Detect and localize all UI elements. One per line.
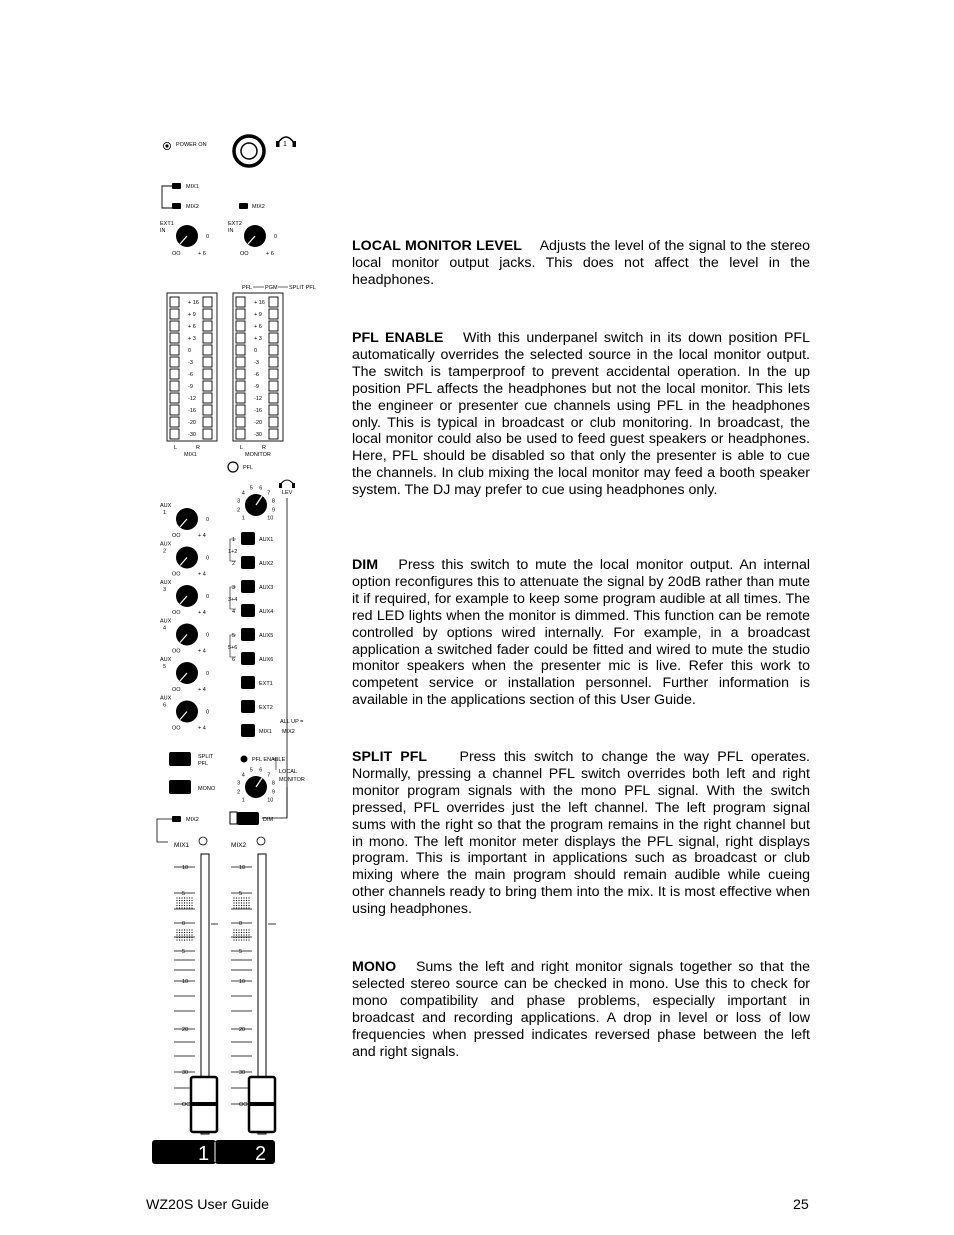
aux-pair-mark: 6 <box>232 657 236 663</box>
meter-monitor-led-left <box>236 417 245 427</box>
aux-pair-mark: 2 <box>232 561 236 567</box>
meter-monitor-label: MONITOR <box>245 452 271 458</box>
dim-button[interactable] <box>237 812 259 825</box>
dim-label: DIM <box>263 817 274 823</box>
fader-mix2-scale-label: 10 <box>239 979 246 985</box>
ext1-mix1-label: MIX1 <box>186 184 199 190</box>
aux-pair-mark: 3 <box>232 585 236 591</box>
meter-pgm-label: PGM <box>265 285 278 291</box>
aux-knob-max: + 4 <box>198 610 206 616</box>
aux-knob-min: OO <box>172 725 181 732</box>
section-mono <box>352 959 810 1060</box>
section-body: Press this switch to mute the local monitor output. An internal option reconfigures this to attenuate the signal by 20dB rather than mute it if required, for example to keep some program audible at all times. The red LED lights when the monitor is dimmed. This function can be remote controlled by options wired internally. For example, in a broadcast application a switched fader could be fitted and wired to mute the studio monitor speakers when the presenter mic is live. Refer this work to competent service or installation personnel. Further information is available in the applications section of this User Guide. <box>352 557 810 709</box>
fader-mix2-scale-label: 5 <box>239 891 243 897</box>
section-heading: PFL ENABLE <box>352 330 444 346</box>
monitor-source-button-aux6[interactable] <box>241 652 255 665</box>
monitor-source-label: AUX4 <box>259 609 274 615</box>
ext2-label: EXT2 <box>228 221 242 227</box>
ext1-label: EXT1 <box>160 221 174 227</box>
meter-monitor-led-left <box>236 429 245 439</box>
meter-monitor-scale-label: -12 <box>254 396 262 402</box>
monitor-source-label: AUX3 <box>259 585 274 591</box>
meter-monitor-led-left <box>236 345 245 355</box>
split-pfl-label-1: SPLIT <box>198 754 214 760</box>
meter-mix1-led-left <box>170 393 179 403</box>
fader-mix1-scale-label: 10 <box>182 865 189 871</box>
rotary-scale-number: 2 <box>237 789 241 796</box>
meter-mix1-scale-label: -30 <box>188 432 196 438</box>
fader-mix2[interactable] <box>249 854 275 1134</box>
rotary-scale-number: 6 <box>259 485 263 492</box>
aux-knob-max: + 4 <box>198 648 206 655</box>
dim-led <box>230 812 237 824</box>
aux-number-label: 4 <box>163 625 167 632</box>
meter-mix1-led-left <box>170 297 179 307</box>
meter-mix1-scale-label: 0 <box>188 348 192 354</box>
ext2-in-label: IN <box>228 228 234 234</box>
aux-knob-min: OO <box>172 610 181 616</box>
aux-name-label: AUX <box>160 503 172 509</box>
section-body: Adjusts the level of the signal to the stereo local monitor output jacks. This does not affect the level in the headphones. <box>352 238 810 288</box>
mono-button[interactable] <box>169 780 191 794</box>
rotary-scale-number: 6 <box>259 767 263 774</box>
section-local-monitor-level <box>352 238 810 289</box>
monitor-source-label: MIX1 <box>259 729 272 735</box>
fader-mix1-scale-label: 10 <box>182 979 189 985</box>
monitor-source-button-mix1[interactable] <box>241 724 255 737</box>
meter-monitor-scale-label: -30 <box>254 432 262 438</box>
meter-monitor-scale-label: -3 <box>254 360 259 366</box>
meter-mix1-led-left <box>170 357 179 367</box>
aux-pair-mark: 4 <box>232 609 236 615</box>
aux-knob-zero: 0 <box>206 555 210 562</box>
aux-knob-zero: 0 <box>206 671 210 677</box>
monitor-source-button-aux5[interactable] <box>241 628 255 641</box>
rotary-scale-number: 7 <box>267 490 271 497</box>
meter-mix1-led-right <box>203 309 212 319</box>
meter-monitor-led-right <box>269 309 278 319</box>
meter-mix1-led-right <box>203 417 212 427</box>
fader-mix1-label: MIX1 <box>174 842 190 849</box>
rotary-scale-number: 8 <box>271 498 275 505</box>
rotary-scale-number: 9 <box>271 789 275 796</box>
meter-monitor-scale-label: + 16 <box>254 300 265 306</box>
rotary-scale-number: 5 <box>249 767 253 774</box>
section-body: Sums the left and right monitor signals together so that the selected stereo source can be checked in mono. Use this to check for mono compatibility and phase problems, especially important in broadcast and recording applications. A drop in level or loss of low frequencies when pressed indicates reversed phase between the left and right signals. <box>352 959 810 1060</box>
meter-monitor-led-left <box>236 405 245 415</box>
meter-monitor-led-left <box>236 381 245 391</box>
meter-monitor-led-left <box>236 333 245 343</box>
pfl-enable-label: PFL ENABLE <box>252 757 286 763</box>
monitor-source-label: AUX2 <box>259 561 274 567</box>
aux-name-label: AUX <box>160 541 172 548</box>
fader-mix2-led <box>257 837 265 845</box>
fader-mix1[interactable] <box>191 854 217 1134</box>
ext1-mix1-button[interactable] <box>172 183 181 189</box>
aux-knob-max: + 4 <box>198 533 206 539</box>
ext1-knob-max: + 6 <box>198 251 206 257</box>
meter-monitor-led-right <box>269 405 278 415</box>
section-body: With this underpanel switch in its down position PFL automatically overrides the selected source in the local monitor output. The switch is tamperproof to prevent accidental operation. In the up position PFL affects the headphones but not the local monitor. This lets the engineer or presenter cue channels using PFL in the headphones only. This is typical in broadcast or club monitoring. In broadcast, the local monitor could also be used to feed guest speakers or headphones. Here, PFL should be disabled so that only the presenter is able to cue the channels. In club mixing the local monitor may feed a booth speaker system. The DJ may prefer to cue using headphones only. <box>352 330 810 499</box>
fader-mix2-scale-label: 10 <box>239 865 246 871</box>
meter-mix1-led-left <box>170 345 179 355</box>
aux-knob-max: + 4 <box>198 687 206 693</box>
meter-mix1-led-left <box>170 429 179 439</box>
meter-mix1-label: MIX1 <box>184 452 197 458</box>
aux-name-label: AUX <box>160 657 172 663</box>
fader-mix2-scale-label: 0 <box>239 921 243 927</box>
channel-1-number: 1 <box>198 1143 210 1165</box>
meter-mix1-led-left <box>170 417 179 427</box>
section-split-pfl <box>352 749 810 918</box>
rotary-scale-number: 8 <box>271 780 275 787</box>
meter-mix1-led-right <box>203 369 212 379</box>
meter-mix1-led-left <box>170 321 179 331</box>
monitor-source-button-aux1[interactable] <box>241 532 255 545</box>
aux-5-send-knob[interactable] <box>176 662 198 684</box>
rotary-scale-number: 2 <box>237 507 241 514</box>
aux-2-send-knob[interactable] <box>176 547 198 569</box>
ext2-level-knob[interactable] <box>244 225 266 247</box>
meter-mix1-scale-label: + 3 <box>188 336 196 342</box>
fader-mix1-led <box>199 837 207 845</box>
meter-monitor-led-right <box>269 429 278 439</box>
meter-mix1-led-right <box>203 393 212 403</box>
aux-pair-sum-label: 5+6 <box>228 645 238 651</box>
monitor-label: MONITOR <box>279 777 305 783</box>
footer-page-number: 25 <box>793 1197 809 1213</box>
aux-6-send-knob[interactable] <box>176 701 198 723</box>
meter-monitor-r: R <box>262 445 266 451</box>
meter-mix1-led-right <box>203 429 212 439</box>
meter-mix1-led-left <box>170 381 179 391</box>
meter-monitor-led-right <box>269 369 278 379</box>
meter-monitor-scale-label: -16 <box>254 408 262 414</box>
meter-monitor-led-left <box>236 369 245 379</box>
meter-mix1-scale-label: -12 <box>188 396 196 402</box>
monitor-source-label: AUX6 <box>259 657 274 663</box>
meter-mix1-scale-label: -9 <box>188 384 193 390</box>
local-monitor-lev-knob[interactable] <box>245 494 267 516</box>
local-monitor-knob[interactable] <box>245 776 267 798</box>
monitor-source-label: EXT2 <box>259 705 273 711</box>
fader-mix2-scale-label: 30 <box>239 1070 246 1076</box>
meter-monitor-scale-label: + 9 <box>254 312 262 318</box>
ext1-mix2-label: MIX2 <box>186 204 199 210</box>
meter-mix1-scale-label: + 16 <box>188 300 199 306</box>
meter-mix1-scale-label: + 9 <box>188 312 196 318</box>
fader-mix2-scale-label: 20 <box>239 1027 246 1033</box>
monitor-source-button-aux4[interactable] <box>241 604 255 617</box>
pfl-enable-switch[interactable] <box>241 756 248 763</box>
meter-monitor-led-right <box>269 393 278 403</box>
fader-mix1-scale-label: 0 <box>182 921 186 927</box>
fader-mix2-label: MIX2 <box>231 842 247 849</box>
ext2-knob-min: OO <box>240 251 249 257</box>
pfl-button-label: PFL <box>243 465 254 471</box>
mono-label: MONO <box>198 786 216 792</box>
monitor-source-button-ext2[interactable] <box>241 700 255 713</box>
headphone-number: 1 <box>283 141 287 148</box>
aux-pair-sum-label: 3+4 <box>228 597 238 603</box>
meter-mix1-r: R <box>196 445 200 451</box>
section-heading: SPLIT PFL <box>352 749 428 765</box>
monitor-source-label: AUX1 <box>259 537 274 543</box>
rotary-scale-number: 1 <box>241 797 245 804</box>
aux-number-label: 2 <box>163 548 167 555</box>
power-on-label: POWER ON <box>176 142 207 148</box>
ext2-knob-zero: 0 <box>274 234 278 240</box>
section-pfl-enable <box>352 330 810 499</box>
meter-mix1-led-right <box>203 333 212 343</box>
meter-mix1 <box>167 293 217 441</box>
mixer-panel-diagram <box>0 0 330 1180</box>
ext2-knob-max: + 6 <box>266 251 274 257</box>
fader-mix1-scale-label: OO <box>182 1102 191 1108</box>
monitor-source-label: EXT1 <box>259 681 273 687</box>
local-label: LOCAL <box>279 769 298 775</box>
rotary-scale-number: 4 <box>241 772 245 779</box>
aux-knob-max: + 4 <box>198 725 206 732</box>
rotary-scale-number: 10 <box>267 515 274 522</box>
rotary-scale-number: 3 <box>237 780 241 787</box>
aux-4-send-knob[interactable] <box>176 624 198 646</box>
aux-knob-min: OO <box>172 533 181 539</box>
meter-monitor-scale-label: + 6 <box>254 324 262 330</box>
meter-monitor-scale-label: + 3 <box>254 336 262 342</box>
rotary-scale-number: 9 <box>271 507 275 514</box>
footer-guide-title: WZ20S User Guide <box>146 1197 269 1213</box>
meter-pfl-label: PFL <box>242 285 253 291</box>
meter-monitor-led-left <box>236 309 245 319</box>
meter-mix1-led-left <box>170 405 179 415</box>
aux-knob-min: OO <box>172 687 181 693</box>
meter-monitor-led-right <box>269 357 278 367</box>
aux-knob-zero: 0 <box>206 709 210 716</box>
all-up-mix-label: MIX2 <box>282 729 295 735</box>
aux-number-label: 1 <box>163 510 167 516</box>
aux-name-label: AUX <box>160 580 172 586</box>
meter-mix1-l: L <box>174 445 178 451</box>
fader-mix1-scale-label: 5 <box>182 891 186 897</box>
aux-pair-mark: 1 <box>232 537 236 543</box>
ext1-mix2-button[interactable] <box>172 203 181 209</box>
meter-mix1-led-right <box>203 345 212 355</box>
fader-mix1-scale-label: 30 <box>182 1070 189 1076</box>
rotary-scale-number: 5 <box>249 485 253 492</box>
meter-monitor-led-right <box>269 333 278 343</box>
meter-monitor-led-right <box>269 381 278 391</box>
meter-monitor-led-right <box>269 345 278 355</box>
headphone-jack[interactable] <box>234 136 264 166</box>
meter-monitor-led-right <box>269 321 278 331</box>
ext1-knob-zero: 0 <box>206 234 210 240</box>
ext2-mix2-label: MIX2 <box>252 204 265 210</box>
monitor-source-button-ext1[interactable] <box>241 676 255 689</box>
aux-knob-min: OO <box>172 571 181 578</box>
rotary-scale-number: 3 <box>237 498 241 505</box>
meter-monitor-led-right <box>269 297 278 307</box>
meter-mix1-scale-label: -3 <box>188 360 193 366</box>
meter-monitor-scale-label: -9 <box>254 384 259 390</box>
meter-mix1-led-right <box>203 297 212 307</box>
meter-monitor-scale-label: -6 <box>254 372 259 378</box>
aux-name-label: AUX <box>160 618 172 625</box>
meter-mix1-scale-label: -6 <box>188 372 193 378</box>
meter-monitor-l: L <box>240 445 244 451</box>
ext1-in-label: IN <box>160 228 166 234</box>
aux-knob-zero: 0 <box>206 632 210 639</box>
meter-mix1-led-left <box>170 309 179 319</box>
meter-mix1-scale-label: -20 <box>188 420 196 426</box>
meter-mix1-led-right <box>203 321 212 331</box>
power-led <box>163 142 170 149</box>
meter-split-pfl-label: SPLIT PFL <box>289 285 316 291</box>
aux-pair-sum-label: 1+2 <box>228 549 238 555</box>
meter-monitor-scale-label: -20 <box>254 420 262 426</box>
rotary-scale-number: 1 <box>241 515 245 522</box>
mix2-assign-button[interactable] <box>172 816 181 822</box>
monitor-source-label: AUX5 <box>259 633 274 639</box>
meter-mix1-led-right <box>203 357 212 367</box>
aux-number-label: 5 <box>163 664 167 670</box>
section-body: Press this switch to change the way PFL operates. Normally, pressing a channel PFL switch overrides both left and right monitor program signals with the mono PFL signal. With the switch pressed, PFL overrides just the left channel. The left program signal sums with the right so that the program remains in the right channel but in mono. The left monitor meter displays the PFL signal, right displays program. This is important in applications such as broadcast or club mixing where the main program should remain audible while cueing other channels ready to bring them into the mix. It is most effective when using headphones. <box>352 749 810 918</box>
meter-monitor-led-left <box>236 321 245 331</box>
fader-mix1-scale-label: 5 <box>182 949 186 955</box>
channel-2-number: 2 <box>255 1143 267 1165</box>
aux-knob-min: OO <box>172 648 181 655</box>
meter-monitor-led-left <box>236 357 245 367</box>
all-up-label: ALL UP = <box>280 719 304 725</box>
meter-monitor <box>233 293 283 441</box>
fader-mix1-scale-label: 20 <box>182 1027 189 1033</box>
split-pfl-label-2: PFL <box>198 761 209 767</box>
rotary-scale-number: 7 <box>267 772 271 779</box>
pfl-indicator[interactable] <box>228 462 238 472</box>
aux-number-label: 6 <box>163 702 167 709</box>
aux-pair-mark: 5 <box>232 633 236 639</box>
ext2-mix2-button[interactable] <box>239 203 248 209</box>
meter-mix1-led-left <box>170 369 179 379</box>
aux-knob-max: + 4 <box>198 571 206 578</box>
aux-name-label: AUX <box>160 695 172 702</box>
meter-monitor-led-left <box>236 393 245 403</box>
lev-headphones-icon <box>279 480 295 488</box>
section-heading: MONO <box>352 959 397 975</box>
meter-mix1-led-left <box>170 333 179 343</box>
rotary-scale-number: 4 <box>241 490 245 497</box>
lev-label: LEV <box>282 490 293 496</box>
fader-mix2-scale-label: 5 <box>239 949 243 955</box>
aux-knob-zero: 0 <box>206 517 210 523</box>
mix2-assign-label: MIX2 <box>186 817 199 823</box>
fader-mix2-scale-label: OO <box>239 1102 248 1108</box>
aux-knob-zero: 0 <box>206 594 210 600</box>
section-heading: LOCAL MONITOR LEVEL <box>352 238 522 254</box>
meter-monitor-scale-label: 0 <box>254 348 258 354</box>
aux-number-label: 3 <box>163 587 167 593</box>
ext1-level-knob[interactable] <box>176 225 198 247</box>
meter-mix1-led-right <box>203 405 212 415</box>
meter-monitor-led-right <box>269 417 278 427</box>
section-dim <box>352 557 810 709</box>
monitor-source-button-aux2[interactable] <box>241 556 255 569</box>
monitor-source-button-aux3[interactable] <box>241 580 255 593</box>
ext1-knob-min: OO <box>172 251 181 257</box>
meter-mix1-scale-label: -16 <box>188 408 196 414</box>
meter-monitor-led-left <box>236 297 245 307</box>
section-heading: DIM <box>352 557 379 573</box>
split-pfl-button[interactable] <box>169 752 191 766</box>
aux-1-send-knob[interactable] <box>176 508 198 530</box>
meter-mix1-scale-label: + 6 <box>188 324 196 330</box>
aux-3-send-knob[interactable] <box>176 585 198 607</box>
rotary-scale-number: 10 <box>267 797 274 804</box>
meter-mix1-led-right <box>203 381 212 391</box>
